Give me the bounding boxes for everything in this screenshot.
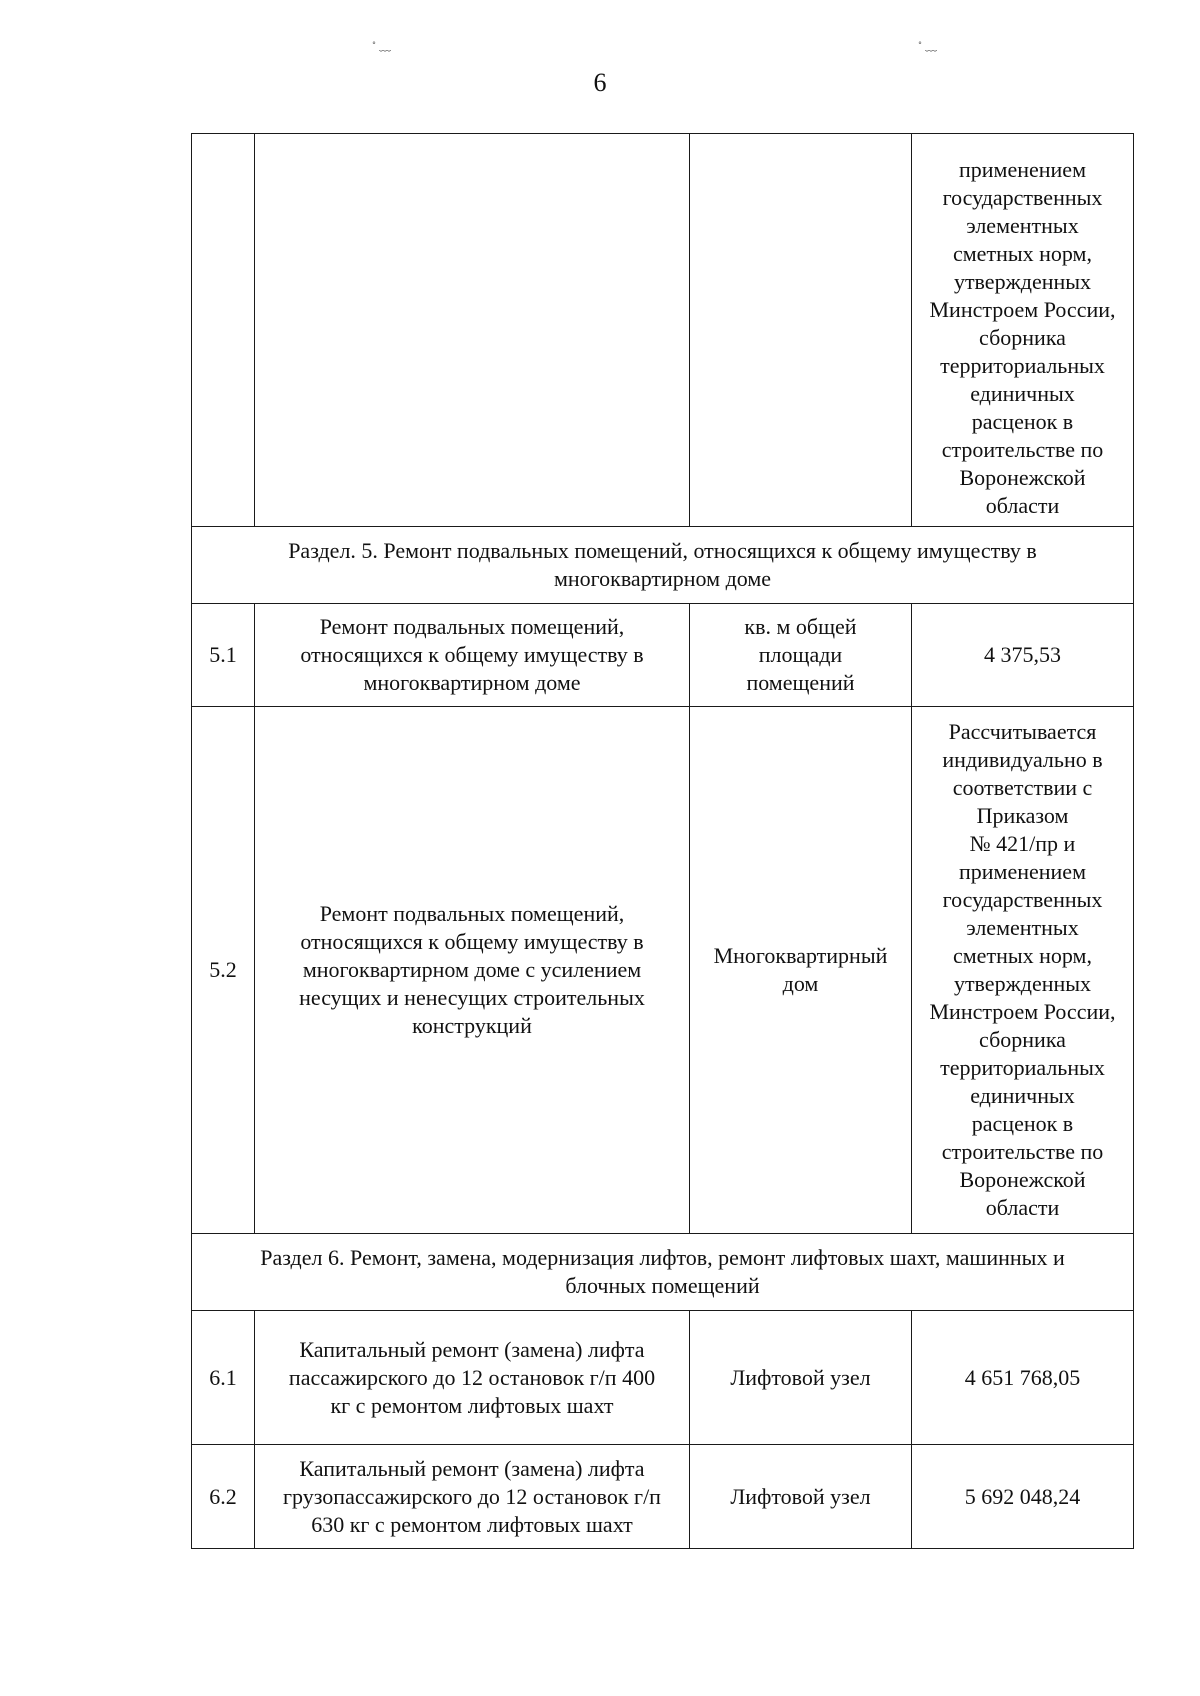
- text-line: Капитальный ремонт (замена) лифта: [299, 1336, 645, 1362]
- text-line: территориальных: [940, 1055, 1105, 1080]
- text-line: многоквартирном доме с усилением: [302, 957, 642, 982]
- text-line: Воронежской: [959, 1167, 1086, 1192]
- text-line: Приказом: [976, 803, 1069, 828]
- text-line: единичных: [970, 381, 1075, 406]
- page-number: 6: [593, 68, 607, 97]
- text-line: дом: [782, 971, 819, 996]
- work-name-text: [261, 900, 683, 1040]
- section-6-title: [198, 1244, 1127, 1300]
- section-header-row: [192, 527, 1134, 604]
- text-line: Воронежской: [959, 465, 1086, 490]
- table-row-continuation: [192, 134, 1134, 527]
- text-line: конструкций: [412, 1013, 532, 1038]
- table-row: [192, 604, 1134, 707]
- text-line: кг с ремонтом лифтовых шахт: [330, 1392, 614, 1418]
- text-line: соответствии с: [952, 775, 1093, 800]
- text-line: относящихся к общему имуществу в: [300, 929, 644, 954]
- text-line: № 421/пр и: [969, 831, 1076, 856]
- unit-of-measure: Лифтовой узел: [690, 1445, 912, 1549]
- work-name: [255, 1445, 690, 1549]
- cost-value: [912, 707, 1134, 1234]
- text-line: сборника: [979, 325, 1066, 350]
- work-name: [255, 707, 690, 1234]
- text-line: грузопассажирского до 12 остановок г/п: [283, 1483, 661, 1509]
- text-line: строительстве по: [941, 437, 1104, 462]
- text-line: сметных норм,: [953, 943, 1092, 968]
- text-line: строительстве по: [941, 1139, 1104, 1164]
- text-line: сборника: [979, 1027, 1066, 1052]
- text-line: сметных норм,: [953, 241, 1092, 266]
- text-line: области: [985, 493, 1060, 518]
- work-name-text: [261, 613, 683, 697]
- table-row: [192, 707, 1134, 1234]
- work-name: [255, 604, 690, 707]
- text-line: многоквартирном доме: [363, 670, 581, 695]
- text-line: площади: [758, 642, 843, 667]
- text-line: единичных: [970, 1083, 1075, 1108]
- unit-of-measure: Лифтовой узел: [690, 1311, 912, 1445]
- cost-value-text: [918, 718, 1127, 1222]
- row-number: 5.1: [192, 604, 255, 707]
- row-number: 6.2: [192, 1445, 255, 1549]
- text-line: элементных: [966, 915, 1079, 940]
- text-line: блочных помещений: [565, 1273, 760, 1298]
- unit-of-measure: [690, 604, 912, 707]
- table-row: [192, 1445, 1134, 1549]
- cell-name: [255, 134, 690, 527]
- cost-value: 4 651 768,05: [912, 1311, 1134, 1445]
- text-line: области: [985, 1195, 1060, 1220]
- cost-value: 5 692 048,24: [912, 1445, 1134, 1549]
- document-table: [191, 133, 1133, 1549]
- text-line: государственных: [942, 185, 1103, 210]
- text-line: Раздел 6. Ремонт, замена, модернизация лифтов, ремонт лифтовых шахт, машинных и: [260, 1245, 1065, 1270]
- table-row: [192, 1311, 1134, 1445]
- section-title: [192, 527, 1134, 604]
- text-line: Ремонт подвальных помещений,: [319, 901, 625, 926]
- text-line: Минстроем России,: [929, 297, 1116, 322]
- cost-value: 4 375,53: [912, 604, 1134, 707]
- text-line: утвержденных: [953, 269, 1092, 294]
- unit-of-measure: [690, 707, 912, 1234]
- text-line: Многоквартирный: [713, 943, 888, 968]
- text-line: расценок в: [971, 409, 1074, 434]
- text-line: расценок в: [971, 1111, 1074, 1136]
- text-line: Капитальный ремонт (замена) лифта: [299, 1455, 645, 1481]
- text-line: помещений: [746, 670, 855, 695]
- text-line: применением: [958, 157, 1086, 182]
- section-title: [192, 1234, 1134, 1311]
- text-line: 630 кг с ремонтом лифтовых шахт: [311, 1511, 633, 1537]
- value-text: [918, 156, 1127, 520]
- text-line: элементных: [966, 213, 1079, 238]
- row-number: 5.2: [192, 707, 255, 1234]
- text-line: пассажирского до 12 остановок г/п 400: [288, 1364, 656, 1390]
- text-line: применением: [958, 859, 1086, 884]
- text-line: несущих и ненесущих строительных: [299, 985, 645, 1010]
- text-line: государственных: [942, 887, 1103, 912]
- scan-speck: ˚ ﹏: [372, 39, 391, 53]
- unit-text: [696, 613, 905, 697]
- section-header-row: [192, 1234, 1134, 1311]
- unit-text: [696, 942, 905, 998]
- text-line: Раздел. 5. Ремонт подвальных помещений, относящихся к общему имуществу в: [288, 538, 1037, 563]
- scan-speck: ˚ ﹏: [918, 39, 937, 53]
- text-line: многоквартирном доме: [553, 566, 772, 591]
- text-line: Минстроем России,: [929, 999, 1116, 1024]
- work-name-text: [261, 1336, 683, 1420]
- text-line: относящихся к общему имуществу в: [300, 642, 644, 667]
- work-name: [255, 1311, 690, 1445]
- text-line: индивидуально в: [942, 747, 1103, 772]
- text-line: территориальных: [940, 353, 1105, 378]
- text-line: Ремонт подвальных помещений,: [319, 614, 625, 639]
- cell-value: [912, 134, 1134, 527]
- text-line: Рассчитывается: [948, 719, 1097, 744]
- section-5-title: [198, 537, 1127, 593]
- work-name-text: [261, 1455, 683, 1539]
- cell-unit: [690, 134, 912, 527]
- text-line: утвержденных: [953, 971, 1092, 996]
- text-line: кв. м общей: [744, 614, 857, 639]
- cell-number: [192, 134, 255, 527]
- row-number: 6.1: [192, 1311, 255, 1445]
